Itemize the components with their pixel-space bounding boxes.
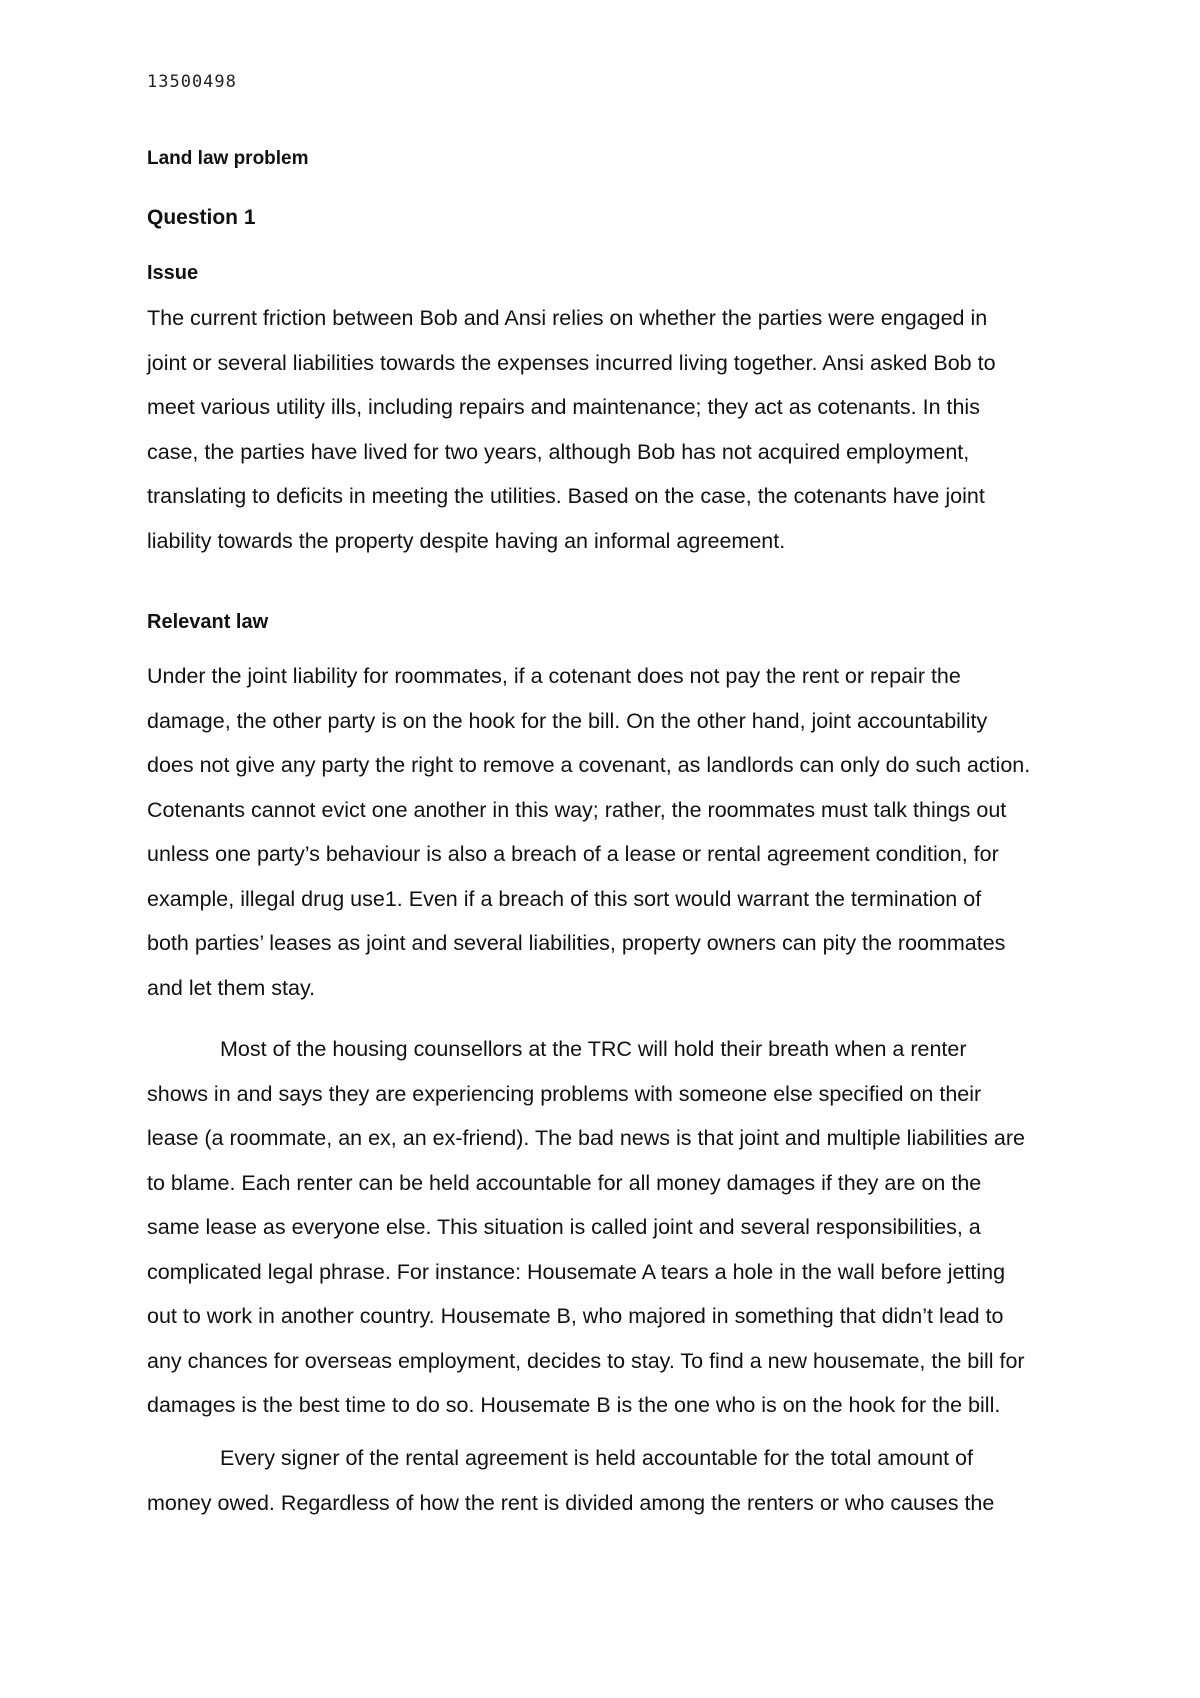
student-number: 13500498 <box>147 72 237 92</box>
issue-heading: Issue <box>147 262 199 284</box>
counsellors-paragraph: Most of the housing counsellors at the TRC will hold their breath when a renter shows in and says they are experiencing problems with someone else specified on their lease (a roommate, an ex, an ex-friend). The bad news is that joint and multiple liabilities are to blame. Each renter can be held accountable for all money damages if they are on the same lease as everyone else. This situation is called joint and several responsibilities, a complicated legal phrase. For instance: Housemate A tears a hole in the wall before jetting out to work in another country. Housemate B, who majored in something that didn’t lead to any chances for overseas employment, decides to stay. To find a new housemate, the bill for damages is the best time to do so. Housemate B is the one who is on the hook for the bill. <box>147 1037 1025 1417</box>
signer-paragraph: Every signer of the rental agreement is held accountable for the total amount of money owed. Regardless of how the rent is divided among the renters or who causes the <box>147 1446 995 1515</box>
relevant-law-paragraph: Under the joint liability for roommates, if a cotenant does not pay the rent or repair the damage, the other party is on the hook for the bill. On the other hand, joint accountability does not give any party the right to remove a covenant, as landlords can only do such action. Cotenants cannot evict one another in this way; rather, the roommates must talk things out unless one party’s behaviour is also a breach of a lease or rental agreement condition, for example, illegal drug use1. Even if a breach of this sort would warrant the termination of both parties’ leases as joint and several liabilities, property owners can pity the roommates and let them stay. <box>147 664 1031 1000</box>
question-heading: Question 1 <box>147 206 256 229</box>
document-title: Land law problem <box>147 148 309 169</box>
document-body <box>147 72 1067 1515</box>
issue-paragraph: The current friction between Bob and Ansi relies on whether the parties were engaged in joint or several liabilities towards the expenses incurred living together. Ansi asked Bob to meet various utility ills, including repairs and maintenance; they act as cotenants. In this case, the parties have lived for two years, although Bob has not acquired employment, translating to deficits in meeting the utilities. Based on the case, the cotenants have joint liability towards the property despite having an informal agreement. <box>147 306 996 553</box>
relevant-law-heading: Relevant law <box>147 611 269 633</box>
